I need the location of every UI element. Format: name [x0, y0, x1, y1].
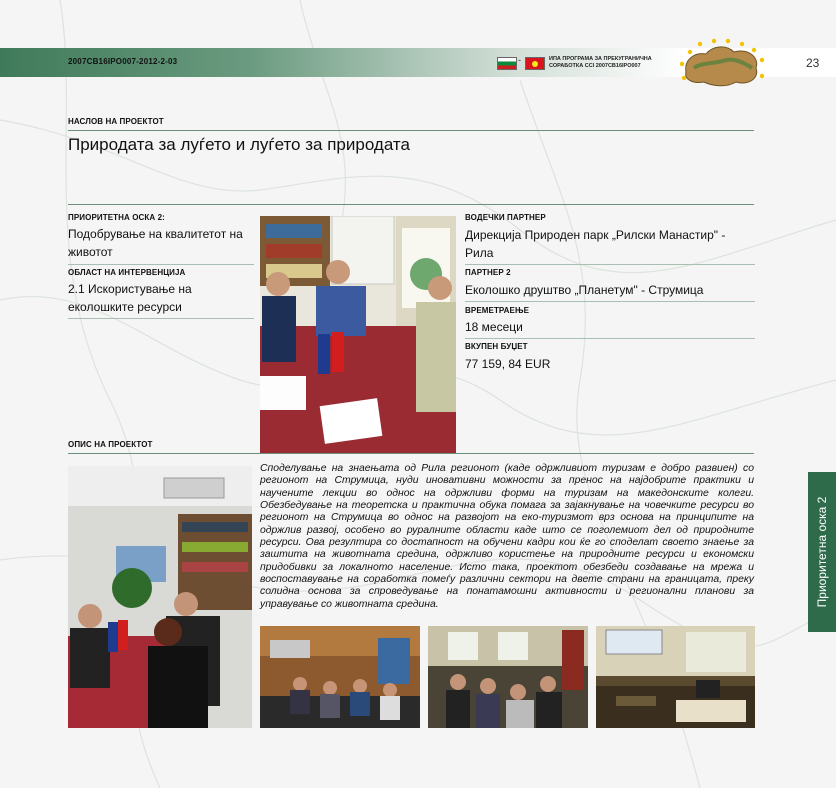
project-code: 2007CB16IPO007-2012-2-03 [68, 57, 178, 66]
training-photo-2 [428, 626, 588, 728]
priority-side-tab [808, 472, 836, 632]
lead-partner-label: ВОДЕЧКИ ПАРТНЕР [465, 213, 546, 222]
workshop-photo [68, 466, 252, 728]
duration-value: 18 месеци [465, 320, 523, 334]
project-title: Природата за луѓето и луѓето за природата [68, 135, 410, 154]
page-number: 23 [806, 56, 820, 70]
programme-title: ИПА ПРОГРАМА ЗА ПРЕКУГРАНИЧНА СОРАБОТКА CCI 2007CB16IPO007 [549, 56, 652, 69]
priority-rule [68, 264, 254, 265]
budget-label: ВКУПЕН БУЏЕТ [465, 342, 528, 351]
training-photo-1 [260, 626, 420, 728]
partner2-rule [465, 301, 755, 302]
project-description: Споделување на знаењата од Рила регионот (каде одржливиот туризам е добро развиен) со регионот на Струмица, нуди иновативни можности за пренос на најдобрите практики и научените лекции во однос на одржливи форми на туризам на македонските колеги. Обезбедување на теоретска и практична обука помага за зајакнување на човечките ресурси во регионот на Струмица во однос на развојот на еко-туризмот врз основа на принципите на одржлив развој, особено во руралните области каде што се поголемиот дел од природните ресурси. Ова резултира со достапност на обучени кадри кои ќе го споделат своето знаење за заштита на животната средина, одржливо користење на природните ресурси и економски придобивки за локалното население. Исто така, проектот обезбеди создавање на мрежа и воспоставување на соработка помеѓу различни сектори на двете страни на границата, преку солидна основа за спроведување на понатамошни активности и регионални планови за управување со животната средина. [260, 463, 754, 610]
budget-value: 77 159, 84 EUR [465, 357, 551, 371]
programme-emblem-icon [676, 38, 768, 90]
flag-separator: - [518, 55, 521, 65]
lead-partner-value: Дирекција Природен парк „Рилски Манастир" - Рила [465, 228, 726, 260]
meeting-photo [260, 216, 456, 453]
side-tab-label: Приоритетна оска 2 [815, 496, 829, 608]
macedonia-flag-icon [525, 57, 545, 70]
description-label: ОПИС НА ПРОЕКТОТ [68, 440, 153, 449]
lead-rule [465, 264, 755, 265]
title-rule [68, 130, 754, 131]
section-rule [68, 204, 754, 205]
programme-flags [497, 55, 657, 71]
intervention-label: ОБЛАСТ НА ИНТЕРВЕНЦИЈА [68, 268, 186, 277]
intervention-value: 2.1 Искористување на еколошките ресурси [68, 282, 192, 314]
duration-rule [465, 338, 755, 339]
description-rule [68, 453, 754, 454]
intervention-rule [68, 318, 254, 319]
priority-axis-value: Подобрување на квалитетот на животот [68, 227, 243, 259]
training-photo-3 [596, 626, 755, 728]
duration-label: ВРЕМЕТРАЕЊЕ [465, 306, 530, 315]
partner2-value: Еколошко друштво „Планетум" - Струмица [465, 283, 704, 297]
bulgaria-flag-icon [497, 57, 517, 70]
priority-axis-label: ПРИОРИТЕТНА ОСКА 2: [68, 213, 165, 222]
partner2-label: ПАРТНЕР 2 [465, 268, 511, 277]
title-label: НАСЛОВ НА ПРОЕКТОТ [68, 117, 164, 126]
